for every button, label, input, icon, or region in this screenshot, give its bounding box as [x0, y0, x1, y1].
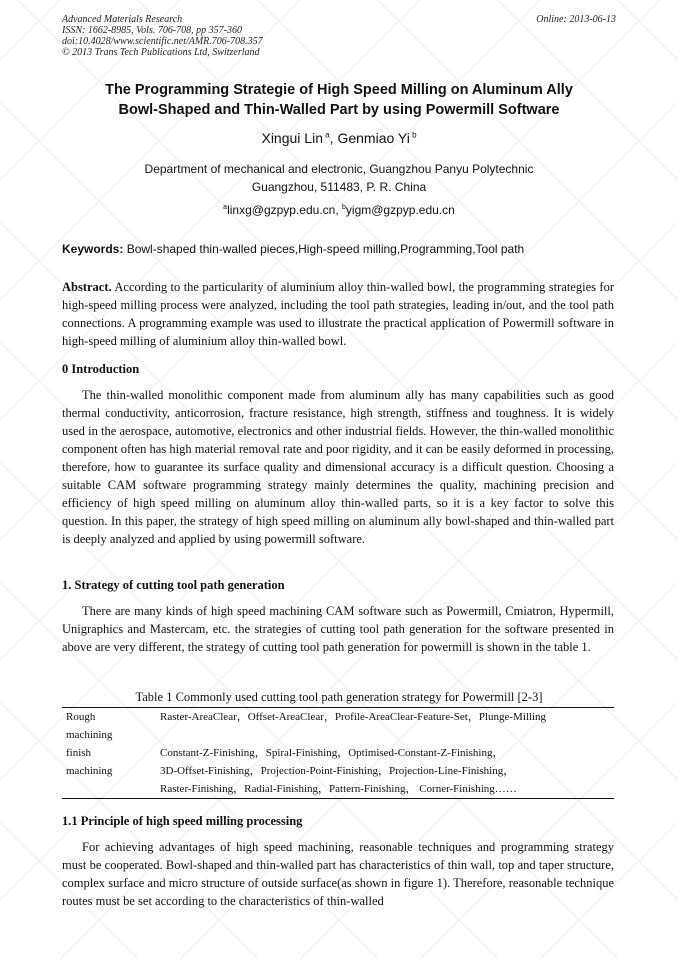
affiliation-line-2: Guangzhou, 511483, P. R. China [251, 180, 427, 194]
strategy-paragraph: There are many kinds of high speed machining CAM software such as Powermill, Cmiatron, Hypermill, Unigraphics and Mastercam, etc. the strategies of cutting tool path generation for the software presented in above are very different, the strategy of cutting tool path generation for powermill is shown in the table 1. [62, 604, 614, 654]
paper-title [62, 80, 616, 120]
doi-line: doi:10.4028/www.scientific.net/AMR.706-708.357 [62, 36, 263, 47]
table-cell: machining [66, 765, 113, 777]
table-cell: Raster-AreaClear，Offset-AreaClear，Profile-AreaClear-Feature-Set，Plunge-Milling [160, 711, 547, 723]
journal-header [62, 14, 616, 58]
table-caption: Table 1 Commonly used cutting tool path generation strategy for Powermill [2-3] [135, 690, 543, 704]
strategy-table [62, 707, 614, 799]
email-b: yigm@gzpyp.edu.cn [345, 203, 455, 217]
principle-paragraph: For achieving advantages of high speed machining, reasonable techniques and programming strategy must be cooperated. Bowl-shaped and thin-walled part has characteristics of thin wall, top and taper structure, complex surface and micro structure of outside surface(as shown in figure 1). Therefore, reasonable technique routes must be set according to the characteristics of thin-walled [62, 840, 614, 908]
author-emails [62, 203, 616, 217]
section-heading-principle: 1.1 Principle of high speed milling processing [62, 814, 303, 828]
email-b-sup: b [342, 204, 346, 211]
keywords-label: Keywords: [62, 242, 124, 256]
abstract-text: According to the particularity of aluminium alloy thin-walled bowl, the programming strategies for high-speed milling process were analyzed, including the tool path strategies, leading in/out, and the tool path connections. A programming example was used to illustrate the practical application of Powermill software in high-speed milling of aluminium alloy thin-walled bowl. [62, 280, 614, 348]
table-cell: Constant-Z-Finishing，Spiral-Finishing，Optimised-Constant-Z-Finishing， [160, 747, 504, 759]
author-1-sup: a [325, 130, 330, 140]
table-cell [160, 726, 614, 744]
author-separator: , [329, 130, 338, 146]
author-1: Xingui Lin [261, 130, 323, 146]
email-a-sup: a [223, 204, 228, 211]
keywords-text: Bowl-shaped thin-walled pieces,High-speed milling,Programming,Tool path [123, 242, 525, 256]
table-row [62, 780, 614, 798]
authors [62, 130, 616, 146]
affiliation-line-1: Department of mechanical and electronic, Guangzhou Panyu Polytechnic [144, 162, 534, 176]
affiliation [62, 160, 616, 196]
table-row [62, 708, 614, 726]
table-cell: finish [66, 747, 92, 759]
table-cell: Raster-Finishing，Radial-Finishing，Pattern-Finishing， Corner-Finishing…… [160, 783, 517, 795]
table-cell [62, 780, 160, 798]
title-line-2: Bowl-Shaped and Thin-Walled Part by using Powermill Software [118, 102, 560, 118]
table-cell: machining [66, 729, 113, 741]
author-2-sup: b [412, 130, 417, 140]
title-line-1: The Programming Strategie of High Speed Milling on Aluminum Ally [105, 82, 573, 98]
keywords [62, 242, 616, 256]
introduction-paragraph: The thin-walled monolithic component made from aluminum ally has many capabilities such as good thermal conductivity, anticorrosion, fracture resistance, high strength, stiffness and toughness. It is widely used in the aerospace, automotive, electronics and other industrial fields. However, the thin-walled monolithic component often has high material removal rate and poor rigidity, and it can be easily deformed in processing, therefore, how to guarantee its surface quality and dimensional accuracy is a difficult question. Choosing a suitable CAM software programming strategy mainly determines the quality, machining precision and efficiency of high speed milling on aluminum alloy thin-walled parts, so it is a key factor to solve this question. In this paper, the strategy of high speed milling on aluminum ally bowl-shaped and thin-walled part is deeply analyzed and applied by using powermill software. [62, 388, 614, 546]
email-a: linxg@gzpyp.edu.cn, [227, 203, 342, 217]
section-heading-introduction: 0 Introduction [62, 362, 140, 376]
table-row [62, 744, 614, 762]
journal-name: Advanced Materials Research [62, 14, 183, 25]
table-row [62, 762, 614, 780]
online-date: Online: 2013-06-13 [536, 14, 616, 25]
section-heading-strategy: 1. Strategy of cutting tool path generation [62, 578, 285, 592]
issn-line: ISSN: 1662-8985, Vols. 706-708, pp 357-360 [62, 25, 242, 36]
table-cell: 3D-Offset-Finishing，Projection-Point-Finishing，Projection-Line-Finishing， [160, 765, 515, 777]
copyright-line: © 2013 Trans Tech Publications Ltd, Switzerland [62, 47, 260, 58]
abstract-label: Abstract. [62, 280, 112, 294]
table-row [62, 726, 614, 744]
abstract [62, 278, 614, 350]
table-cell: Rough [66, 711, 96, 723]
author-2: Genmiao Yi [337, 130, 410, 146]
